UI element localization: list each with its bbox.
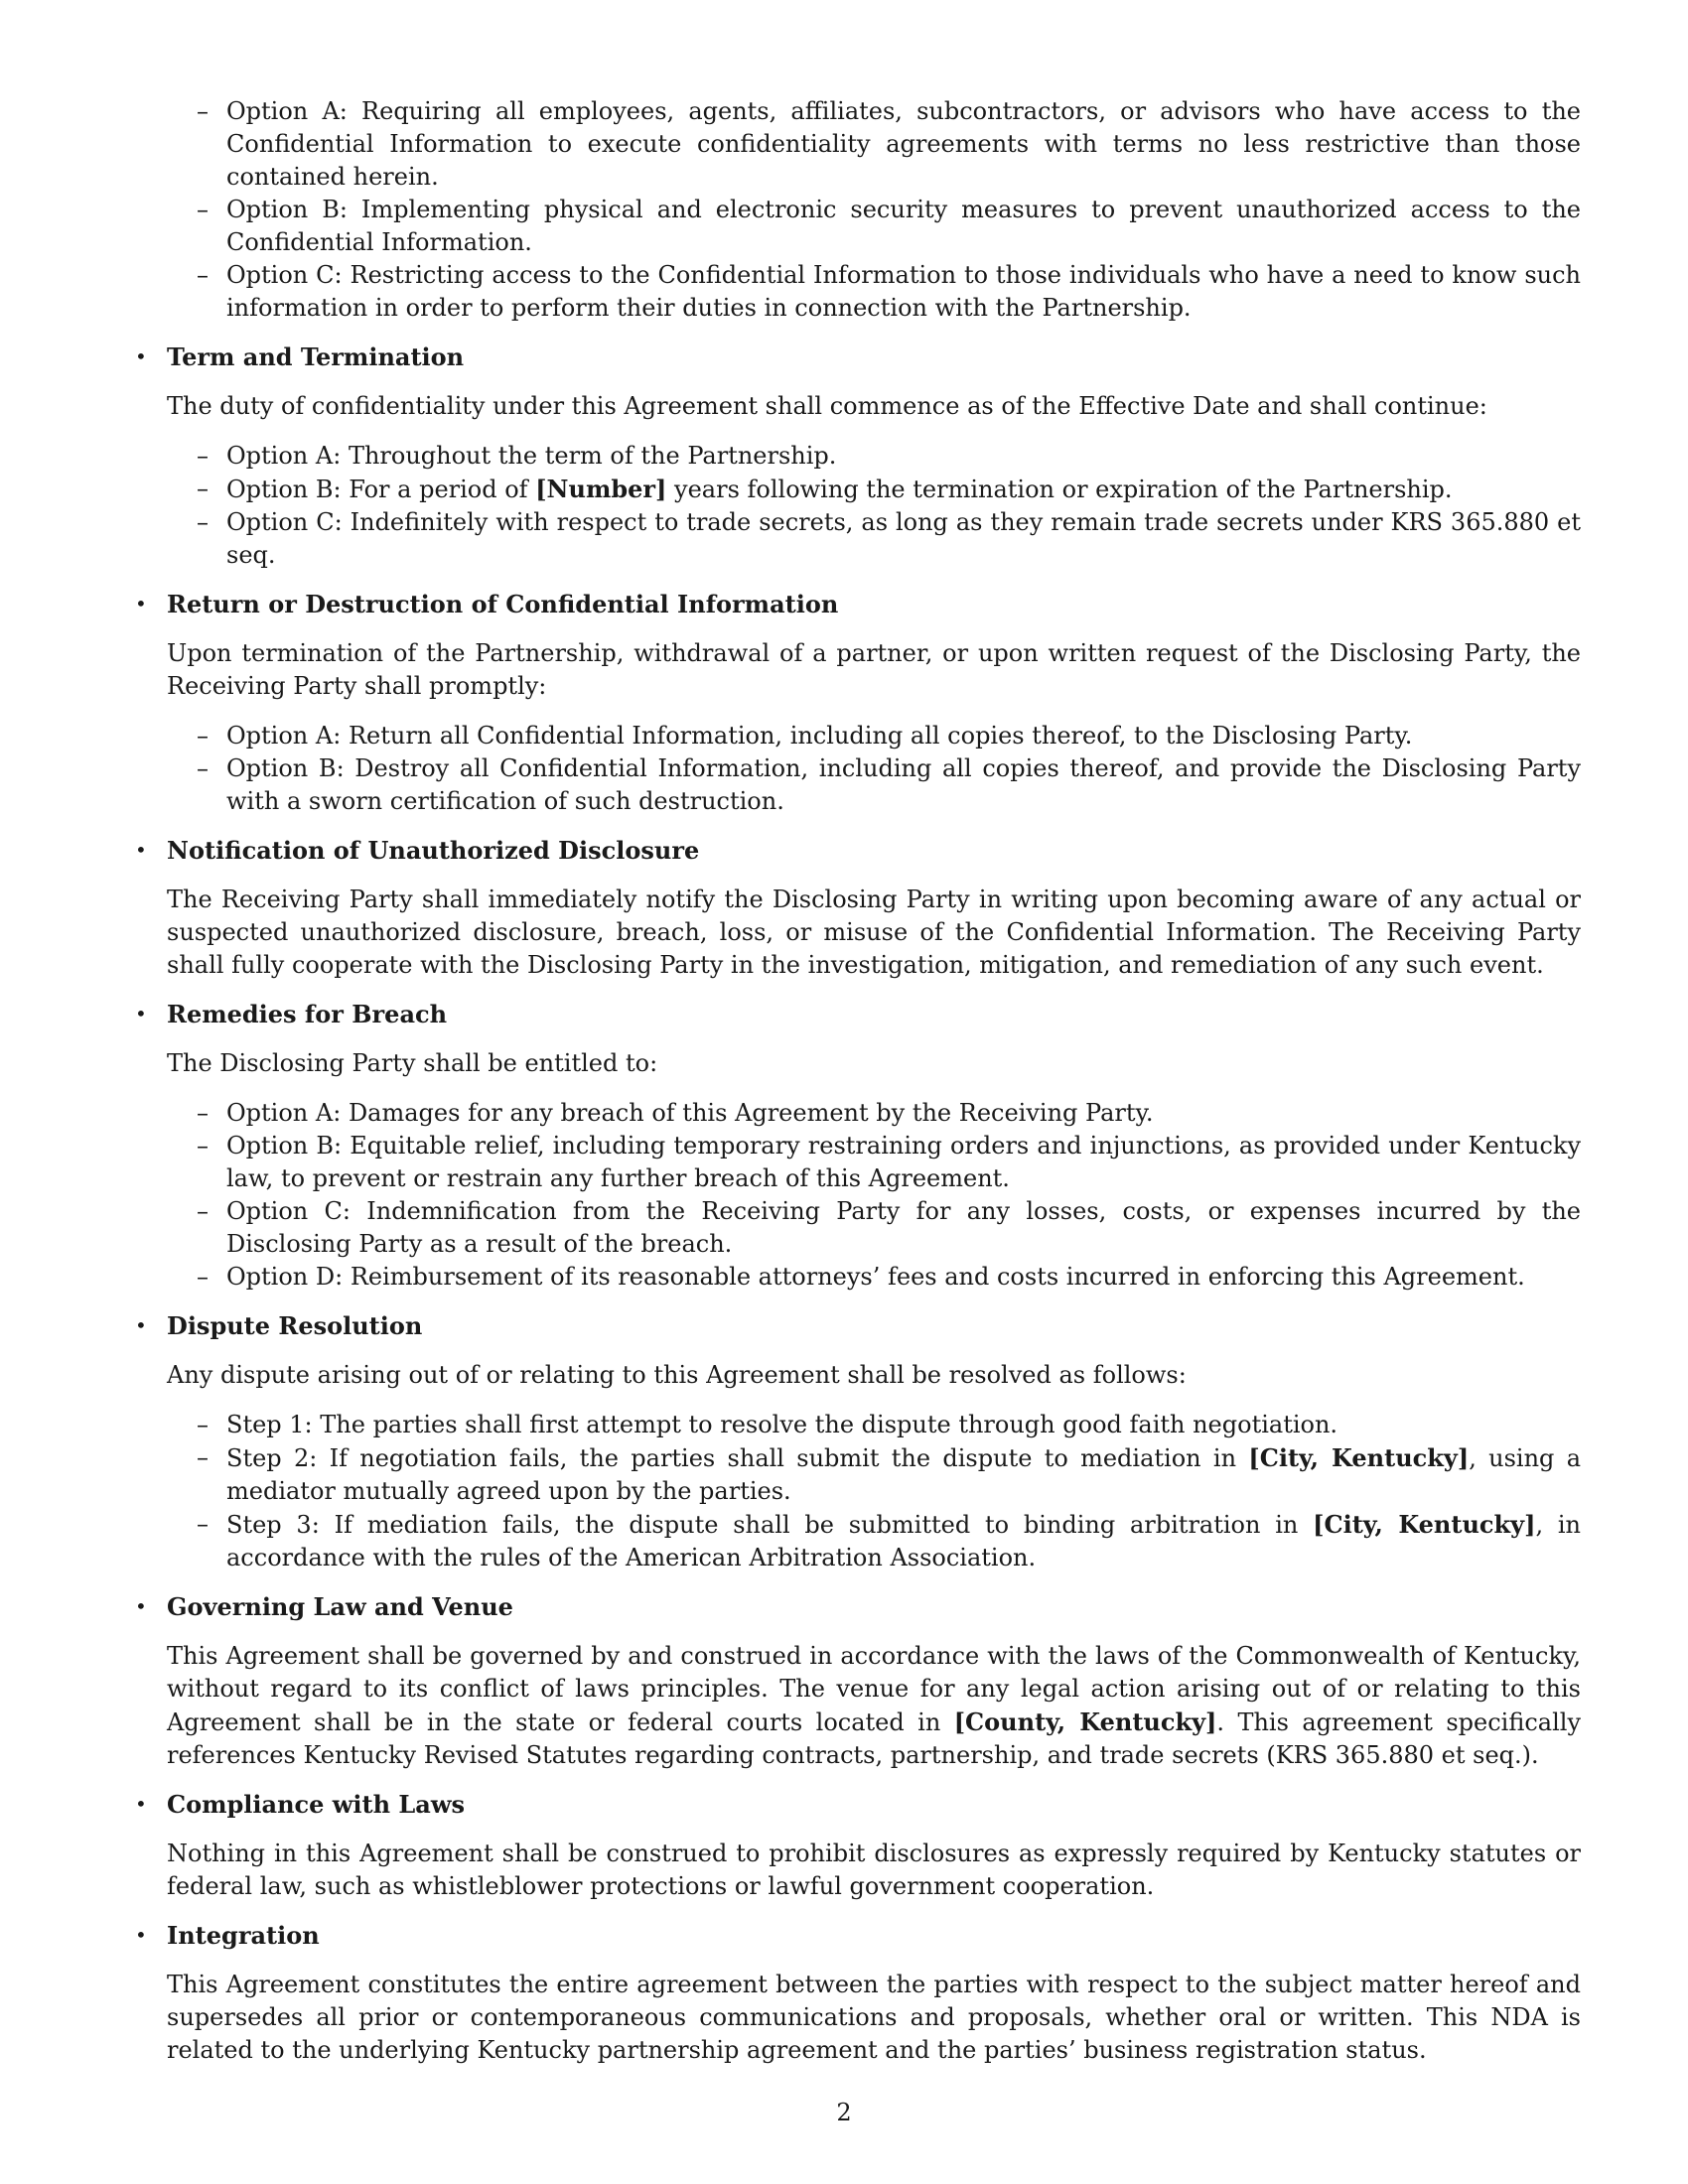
- remedies-option-a: – Option A: Damages for any breach of this Agreement by the Receiving Party.: [167, 1097, 1581, 1130]
- body-text: . This agreement specifically references Kentucky Revised Statutes regarding contracts, partnership, and trade secrets (KRS 365.880 et seq.).: [167, 1708, 1582, 1769]
- section-body: This Agreement constitutes the entire agreement between the parties with respect to the subject matter hereof and supersedes all prior or contemporaneous communications and proposals, whether oral or written. This NDA is related to the underlying Kentucky partnership agreement and the parties’ business registration status.: [167, 1971, 1581, 2064]
- bullet-icon: •: [135, 592, 147, 615]
- continued-option-a: – Option A: Requiring all employees, agents, affiliates, subcontractors, or advisors who have access to the Confidential Information to execute confidentiality agreements with terms no less restrictive than those contained herein.: [135, 95, 1581, 194]
- section-title: Compliance with Laws: [167, 1790, 466, 1819]
- page-number: 2: [836, 2099, 852, 2126]
- return-option-a: – Option A: Return all Confidential Information, including all copies thereof, to the Disclosing Party.: [167, 720, 1581, 752]
- section-body: [167, 1640, 1581, 1772]
- term-options-list: [167, 440, 1581, 572]
- step-text: Step 2: If negotiation fails, the parties shall submit the dispute to mediation in: [226, 1444, 1249, 1472]
- section-intro: The duty of confidentiality under this Agreement shall commence as of the Effective Date and shall continue:: [167, 392, 1487, 420]
- section-remedies: [135, 998, 1581, 1294]
- section-intro: Any dispute arising out of or relating to this Agreement shall be resolved as follows:: [167, 1361, 1187, 1389]
- section-title: Term and Termination: [167, 342, 465, 371]
- return-options-list: [167, 720, 1581, 818]
- bullet-icon: •: [135, 1313, 147, 1337]
- section-body: The Receiving Party shall immediately notify the Disclosing Party in writing upon becoming aware of any actual or suspected unauthorized disclosure, breach, loss, or misuse of the Confidential Information. The Receiving Party shall fully cooperate with the Disclosing Party in the investigation, mitigation, and remediation of any such event.: [167, 886, 1581, 979]
- dispute-step-3: [167, 1508, 1581, 1574]
- section-notification: [135, 834, 1581, 982]
- body-text: This Agreement shall be governed by and construed in accordance with the laws of the Commonwealth of Kentucky, without regard to its conflict of laws principles. The venue for any legal action arising out of or relating to this Agreement shall be in the state or federal courts located in: [167, 1642, 1581, 1736]
- section-title: Integration: [167, 1921, 320, 1950]
- bullet-icon: •: [135, 1002, 147, 1025]
- option-text: Option B: For a period of: [226, 476, 536, 503]
- section-title: Remedies for Breach: [167, 1000, 448, 1028]
- section-intro: Upon termination of the Partnership, withdrawal of a partner, or upon written request of the Disclosing Party, the Receiving Party shall promptly:: [167, 639, 1581, 700]
- step-text: Step 3: If mediation fails, the dispute shall be submitted to binding arbitration in: [226, 1511, 1314, 1539]
- section-intro: The Disclosing Party shall be entitled to:: [167, 1049, 658, 1077]
- section-integration: [135, 1919, 1581, 2067]
- continued-options-list: [135, 95, 1581, 325]
- section-compliance: [135, 1788, 1581, 1903]
- section-governing-law: [135, 1590, 1581, 1772]
- step-text: , using a mediator mutually agreed upon by the parties.: [226, 1444, 1582, 1505]
- section-title: Return or Destruction of Confidential Information: [167, 590, 839, 618]
- placeholder-number: [Number]: [535, 475, 667, 503]
- option-text: years following the termination or expiration of the Partnership.: [666, 476, 1453, 503]
- remedies-option-c: – Option C: Indemnification from the Receiving Party for any losses, costs, or expenses incurred by the Disclosing Party as a result of the breach.: [167, 1195, 1581, 1261]
- continued-option-b: – Option B: Implementing physical and electronic security measures to prevent unauthorized access to the Confidential Information.: [135, 194, 1581, 259]
- remedies-option-b: – Option B: Equitable relief, including temporary restraining orders and injunctions, as provided under Kentucky law, to prevent or restrain any further breach of this Agreement.: [167, 1130, 1581, 1195]
- term-option-a: – Option A: Throughout the term of the Partnership.: [167, 440, 1581, 473]
- term-option-c: – Option C: Indefinitely with respect to trade secrets, as long as they remain trade secrets under KRS 365.880 et seq.: [167, 506, 1581, 572]
- document-page: [135, 95, 1581, 2067]
- placeholder-city: [City, Kentucky]: [1313, 1510, 1536, 1539]
- remedies-option-d: – Option D: Reimbursement of its reasonable attorneys’ fees and costs incurred in enforcing this Agreement.: [167, 1261, 1581, 1294]
- step-text: , in accordance with the rules of the American Arbitration Association.: [226, 1511, 1581, 1571]
- bullet-icon: •: [135, 838, 147, 862]
- dispute-step-2: [167, 1441, 1581, 1508]
- bullet-icon: •: [135, 1923, 147, 1947]
- bullet-icon: •: [135, 344, 147, 368]
- remedies-options-list: [167, 1097, 1581, 1294]
- section-dispute-resolution: [135, 1309, 1581, 1574]
- term-option-b: [167, 473, 1581, 506]
- dispute-step-1: – Step 1: The parties shall first attempt to resolve the dispute through good faith negotiation.: [167, 1409, 1581, 1441]
- section-title: Notification of Unauthorized Disclosure: [167, 836, 700, 865]
- section-term-and-termination: [135, 341, 1581, 572]
- section-return-or-destruction: [135, 588, 1581, 818]
- placeholder-city: [City, Kentucky]: [1248, 1443, 1470, 1472]
- continued-option-c: – Option C: Restricting access to the Confidential Information to those individuals who have a need to know such information in order to perform their duties in connection with the Partnership.: [135, 259, 1581, 325]
- section-body: Nothing in this Agreement shall be construed to prohibit disclosures as expressly required by Kentucky statutes or federal law, such as whistleblower protections or lawful government cooperation.: [167, 1840, 1581, 1900]
- return-option-b: – Option B: Destroy all Confidential Information, including all copies thereof, and provide the Disclosing Party with a sworn certification of such destruction.: [167, 752, 1581, 818]
- bullet-icon: •: [135, 1594, 147, 1618]
- section-title: Dispute Resolution: [167, 1311, 423, 1340]
- section-title: Governing Law and Venue: [167, 1592, 513, 1621]
- placeholder-county: [County, Kentucky]: [953, 1707, 1217, 1736]
- dispute-steps-list: [167, 1409, 1581, 1574]
- bullet-icon: •: [135, 1792, 147, 1816]
